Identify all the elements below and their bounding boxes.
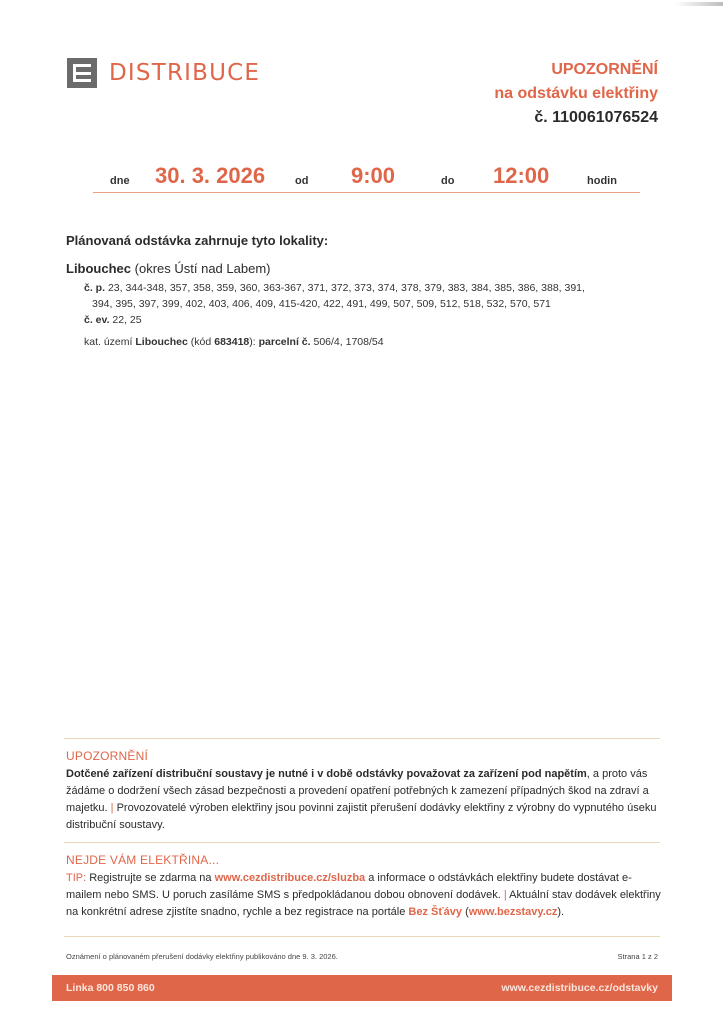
divider (64, 936, 660, 937)
paren-open: ( (465, 906, 469, 918)
location-details (84, 280, 654, 350)
paren-close: ). (557, 906, 565, 918)
website-link[interactable]: www.cezdistribuce.cz/odstavky (501, 982, 658, 994)
house-numbers-cont (84, 296, 654, 312)
portal-link[interactable]: www.bezstavy.cz (468, 906, 558, 918)
kod-value: 683418 (214, 336, 250, 348)
page-number: Strana 1 z 2 (617, 952, 658, 961)
company-logo (67, 58, 260, 88)
registry-numbers (84, 312, 654, 328)
time-from: 9:00 (351, 163, 396, 188)
no-power-text (66, 870, 666, 921)
time-to: 12:00 (493, 163, 550, 188)
cp-label: č. p. (84, 282, 106, 294)
warning-bold: Dotčené zařízení distribuční soustavy je nutné i v době odstávky považovat za zařízení pod napětím (66, 768, 587, 780)
parcel-label: parcelní č. (258, 336, 311, 348)
no-power-text-2: a informace o odstávkách elektřiny budete dostávat e-mailem nebo SMS. U poruch zasíláme SMS s předpokládanou dobou obnovení dodávek. (66, 872, 632, 901)
hours-label: hodin (587, 175, 617, 187)
warning-title: UPOZORNĚNÍ (66, 749, 149, 763)
scan-artifact (675, 2, 723, 6)
kat-prefix: kat. území (84, 336, 133, 348)
district-name: (okres Ústí nad Labem) (134, 261, 271, 276)
outage-time-row (93, 160, 640, 193)
parcel-values: 506/4, 1708/54 (313, 336, 384, 348)
no-power-text-1: Registrujte se zdarma na (89, 872, 212, 884)
cp-values-line2: 394, 395, 397, 399, 402, 403, 406, 409, 415-420, 422, 491, 499, 507, 509, 512, 518, 532, 570, 571 (92, 298, 551, 310)
registration-link[interactable]: www.cezdistribuce.cz/sluzba (214, 872, 366, 884)
no-power-title: NEJDE VÁM ELEKTŘINA... (66, 853, 220, 867)
tip-label: TIP: (66, 872, 87, 884)
kat-name: Libouchec (135, 336, 188, 348)
house-numbers (84, 280, 654, 296)
notice-title: UPOZORNĚNÍ (551, 61, 658, 78)
cadastral-line (84, 334, 654, 350)
portal-name: Bez Šťávy (408, 906, 462, 918)
separator: | (110, 802, 114, 814)
divider (64, 842, 660, 843)
notice-number: č. 110061076524 (534, 109, 658, 126)
warning-text (66, 766, 666, 834)
kod-open: (kód (190, 336, 212, 348)
to-label: do (441, 175, 455, 187)
locations-title: Plánovaná odstávka zahrnuje tyto lokality: (66, 233, 329, 248)
footer-bar (52, 975, 672, 1001)
logo-text: DISTRIBUCE (109, 60, 261, 86)
cev-label: č. ev. (84, 314, 110, 326)
cp-values-line1: 23, 344-348, 357, 358, 359, 360, 363-367, 371, 372, 373, 374, 378, 379, 383, 384, 385, 386, 388, 391, (107, 282, 585, 294)
divider (64, 738, 660, 739)
no-power-text-3: Aktuální stav dodávek elektřiny na konkrétní adrese zjistíte snadno, rychle a bez registrace na portále (66, 889, 661, 918)
municipality-name: Libouchec (66, 261, 132, 276)
hotline[interactable]: Linka 800 850 860 (66, 982, 155, 994)
separator: | (503, 889, 507, 901)
outage-date: 30. 3. 2026 (155, 163, 266, 188)
published-note: Oznámení o plánovaném přerušení dodávky elektřiny publikováno dne 9. 3. 2026. (66, 952, 338, 961)
from-label: od (295, 175, 309, 187)
cev-values: 22, 25 (112, 314, 142, 326)
kod-close: ): (249, 336, 256, 348)
warning-text-1: , a proto vás žádáme o dodržení všech zásad bezpečnosti a provedení opatření potřebných k zamezení případných škod na zdraví a majetku. (66, 768, 649, 814)
notice-subtitle: na odstávku elektřiny (494, 85, 658, 102)
notice-header (494, 58, 658, 130)
date-label: dne (110, 175, 130, 187)
municipality-line (66, 261, 270, 276)
cez-e-logo-icon (67, 58, 97, 88)
warning-text-2: Provozovatelé výroben elektřiny jsou povinni zajistit přerušení dodávky elektřiny z výrobny do vypnutého úseku distribuční soustavy. (66, 802, 657, 831)
